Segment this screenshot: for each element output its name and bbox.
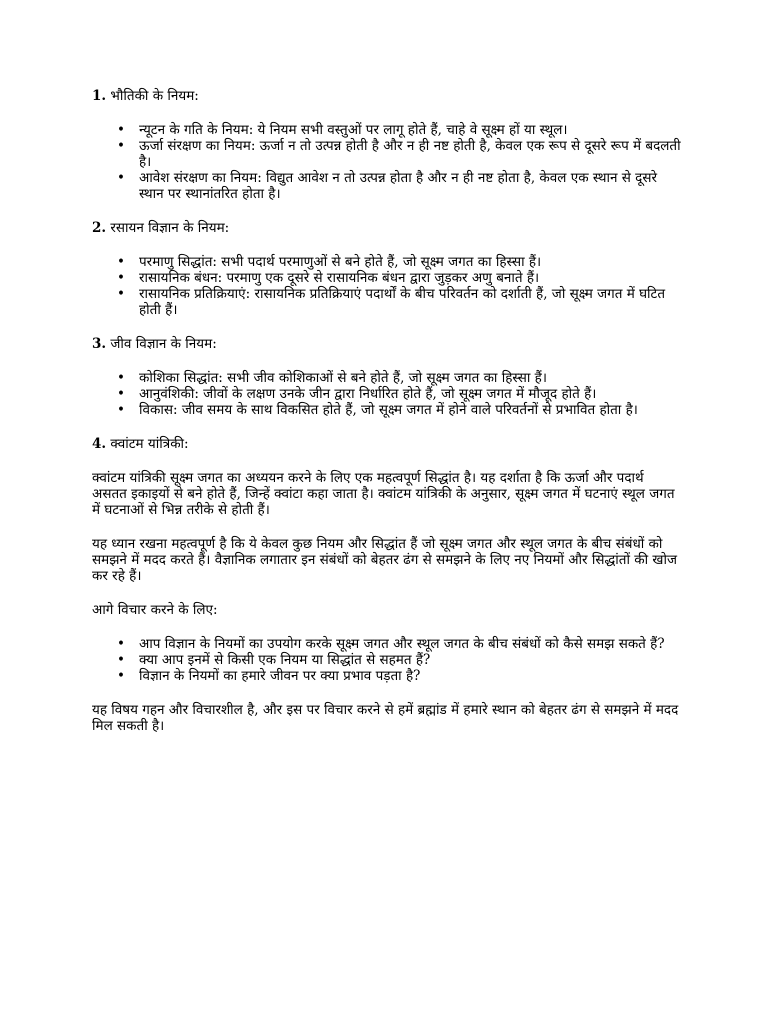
- quantum-paragraph: क्वांटम यांत्रिकी सूक्ष्म जगत का अध्ययन करने के लिए एक महत्वपूर्ण सिद्धांत है। यह दर्शाता है कि ऊर्जा और पदार्थ असतत इकाइयों से बने होते हैं, जिन्हें क्वांटा कहा जाता है। क्वांटम यांत्रिकी के अनुसार, सूक्ष्म जगत में घटनाएं स्थूल जगत में घटनाओं से भिन्न तरीके से होती हैं।: [92, 470, 675, 518]
- section-heading-quantum: [92, 436, 682, 452]
- section-title: क्वांटम यांत्रिकी:: [110, 436, 189, 452]
- list-item: • आप विज्ञान के नियमों का उपयोग करके सूक्ष्म जगत और स्थूल जगत के बीच संबंधों को कैसे समझ सकते हैं?: [139, 636, 682, 652]
- section-heading-chemistry: [92, 220, 682, 236]
- further-title: आगे विचार करने के लिए:: [92, 602, 218, 618]
- summary-paragraph: यह ध्यान रखना महत्वपूर्ण है कि ये केवल कुछ नियम और सिद्धांत हैं जो सूक्ष्म जगत और स्थूल जगत के बीच संबंधों को समझने में मदद करते हैं। वैज्ञानिक लगातार इन संबंधों को बेहतर ढंग से समझने के लिए नए नियमों और सिद्धांतों की खोज कर रहे हैं।: [92, 536, 677, 584]
- list-item: • आवेश संरक्षण का नियम: विद्युत आवेश न तो उत्पन्न होता है और न ही नष्ट होता है, केवल एक स्थान से दूसरे स्थान पर स्थानांतरित होता है।: [139, 170, 682, 202]
- section-heading-biology: [92, 336, 682, 352]
- list-item: • रासायनिक प्रतिक्रियाएं: रासायनिक प्रतिक्रियाएं पदार्थों के बीच परिवर्तन को दर्शाती हैं, जो सूक्ष्म जगत में घटित होती हैं।: [139, 286, 682, 318]
- list-item: • आनुवंशिकी: जीवों के लक्षण उनके जीन द्वारा निर्धारित होते हैं, जो सूक्ष्म जगत में मौजूद होते हैं।: [139, 386, 682, 402]
- further-heading: [92, 602, 682, 618]
- list-item: • विज्ञान के नियमों का हमारे जीवन पर क्या प्रभाव पड़ता है?: [139, 668, 682, 684]
- section-heading-physics: [92, 88, 682, 104]
- list-item: • विकास: जीव समय के साथ विकसित होते हैं, जो सूक्ष्म जगत में होने वाले परिवर्तनों से प्रभावित होता है।: [139, 402, 682, 418]
- section-number: 4.: [92, 436, 107, 452]
- document-page: [92, 78, 682, 752]
- section-title: भौतिकी के नियम:: [110, 88, 199, 104]
- section-title: जीव विज्ञान के नियम:: [110, 336, 217, 352]
- list-item: • रासायनिक बंधन: परमाणु एक दूसरे से रासायनिक बंधन द्वारा जुड़कर अणु बनाते हैं।: [139, 270, 682, 286]
- list-item: • परमाणु सिद्धांत: सभी पदार्थ परमाणुओं से बने होते हैं, जो सूक्ष्म जगत का हिस्सा हैं।: [139, 254, 682, 270]
- list-item: • क्या आप इनमें से किसी एक नियम या सिद्धांत से सहमत हैं?: [139, 652, 682, 668]
- chemistry-law-list: [92, 254, 682, 318]
- list-item: • ऊर्जा संरक्षण का नियम: ऊर्जा न तो उत्पन्न होती है और न ही नष्ट होती है, केवल एक रूप से दूसरे रूप में बदलती है।: [139, 138, 682, 170]
- list-item: • कोशिका सिद्धांत: सभी जीव कोशिकाओं से बने होते हैं, जो सूक्ष्म जगत का हिस्सा हैं।: [139, 370, 682, 386]
- section-title: रसायन विज्ञान के नियम:: [110, 220, 230, 236]
- closing-paragraph: यह विषय गहन और विचारशील है, और इस पर विचार करने से हमें ब्रह्मांड में हमारे स्थान को बेहतर ढंग से समझने में मदद मिल सकती है।: [92, 702, 679, 734]
- biology-law-list: [92, 370, 682, 418]
- list-item: • न्यूटन के गति के नियम: ये नियम सभी वस्तुओं पर लागू होते हैं, चाहे वे सूक्ष्म हों या स्थूल।: [139, 122, 682, 138]
- section-number: 3.: [92, 336, 107, 352]
- section-number: 1.: [92, 88, 107, 104]
- physics-law-list: [92, 122, 682, 202]
- section-number: 2.: [92, 220, 107, 236]
- further-question-list: [92, 636, 682, 684]
